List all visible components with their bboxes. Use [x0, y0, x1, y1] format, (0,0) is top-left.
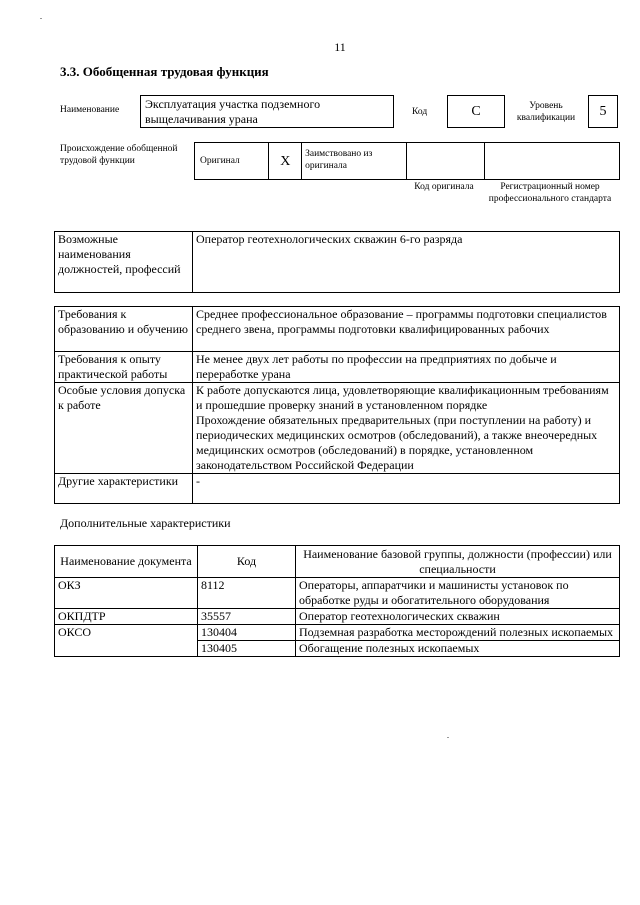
scan-speck	[40, 18, 42, 19]
page-number: 11	[334, 40, 346, 54]
table-row-code: 130404	[198, 625, 296, 641]
code-label: Код	[412, 107, 428, 117]
original-label: Оригинал	[195, 143, 269, 180]
scan-speck	[447, 737, 449, 738]
additional-table	[54, 545, 620, 657]
name-label: Наименование	[60, 105, 120, 115]
table-row-code: 8112	[198, 578, 296, 609]
original-mark: X	[269, 143, 302, 180]
level-value: 5	[588, 95, 618, 128]
header-code: Код	[198, 546, 296, 578]
positions-table	[54, 231, 620, 293]
table-row-doc: ОКСО	[55, 625, 198, 657]
admission-label: Особые условия допуска к работе	[55, 383, 193, 474]
table-row-code: 35557	[198, 609, 296, 625]
positions-value: Оператор геотехнологических скважин 6-го разряда	[193, 232, 620, 293]
experience-label: Требования к опыту практической работы	[55, 352, 193, 383]
other-label: Другие характеристики	[55, 474, 193, 504]
other-value: -	[193, 474, 620, 504]
requirements-table	[54, 306, 620, 504]
table-row-name: Подземная разработка месторождений полезных ископаемых	[296, 625, 620, 641]
header-group: Наименование базовой группы, должности (профессии) или специальности	[296, 546, 620, 578]
origin-code-caption: Код оригинала	[414, 182, 474, 192]
admission-value	[193, 383, 620, 474]
table-row-name: Операторы, аппаратчики и машинисты установок по обработке руды и обогатительного оборудования	[296, 578, 620, 609]
origin-table	[194, 142, 620, 180]
reg-number-caption: Регистрационный номер профессионального стандарта	[488, 182, 612, 204]
positions-label: Возможные наименования должностей, профессий	[55, 232, 193, 293]
origin-code-cell	[407, 143, 485, 180]
header-document: Наименование документа	[55, 546, 198, 578]
code-value: C	[447, 95, 505, 128]
origin-label: Происхождение обобщенной трудовой функции	[60, 144, 178, 166]
experience-value: Не менее двух лет работы по профессии на предприятиях по добыче и переработке урана	[193, 352, 620, 383]
name-value: Эксплуатация участка подземного выщелачивания урана	[140, 95, 394, 128]
section-title: 3.3. Обобщенная трудовая функция	[60, 64, 269, 79]
admission-value-1: К работе допускаются лица, удовлетворяющие квалификационным требованиям и прошедшие проверку знаний в установленном порядке	[196, 383, 609, 412]
reg-number-cell	[484, 143, 619, 180]
level-label: Уровень квалификации	[516, 101, 576, 123]
table-row-code: 130405	[198, 641, 296, 657]
education-value: Среднее профессиональное образование – программы подготовки специалистов среднего звена, программы подготовки квалифицированных рабочих	[193, 307, 620, 352]
borrowed-label: Заимствовано из оригинала	[302, 143, 407, 180]
education-label: Требования к образованию и обучению	[55, 307, 193, 352]
admission-value-2: Прохождение обязательных предварительных (при поступлении на работу) и периодических медицинских осмотров (обследований), а также внеочередных медицинских осмотров (обследований) в порядке, установленном законодательством Российской Федерации	[196, 413, 598, 472]
table-row-doc: ОКЗ	[55, 578, 198, 609]
additional-title: Дополнительные характеристики	[60, 516, 231, 530]
table-row-doc: ОКПДТР	[55, 609, 198, 625]
table-row-name: Оператор геотехнологических скважин	[296, 609, 620, 625]
table-row-name: Обогащение полезных ископаемых	[296, 641, 620, 657]
